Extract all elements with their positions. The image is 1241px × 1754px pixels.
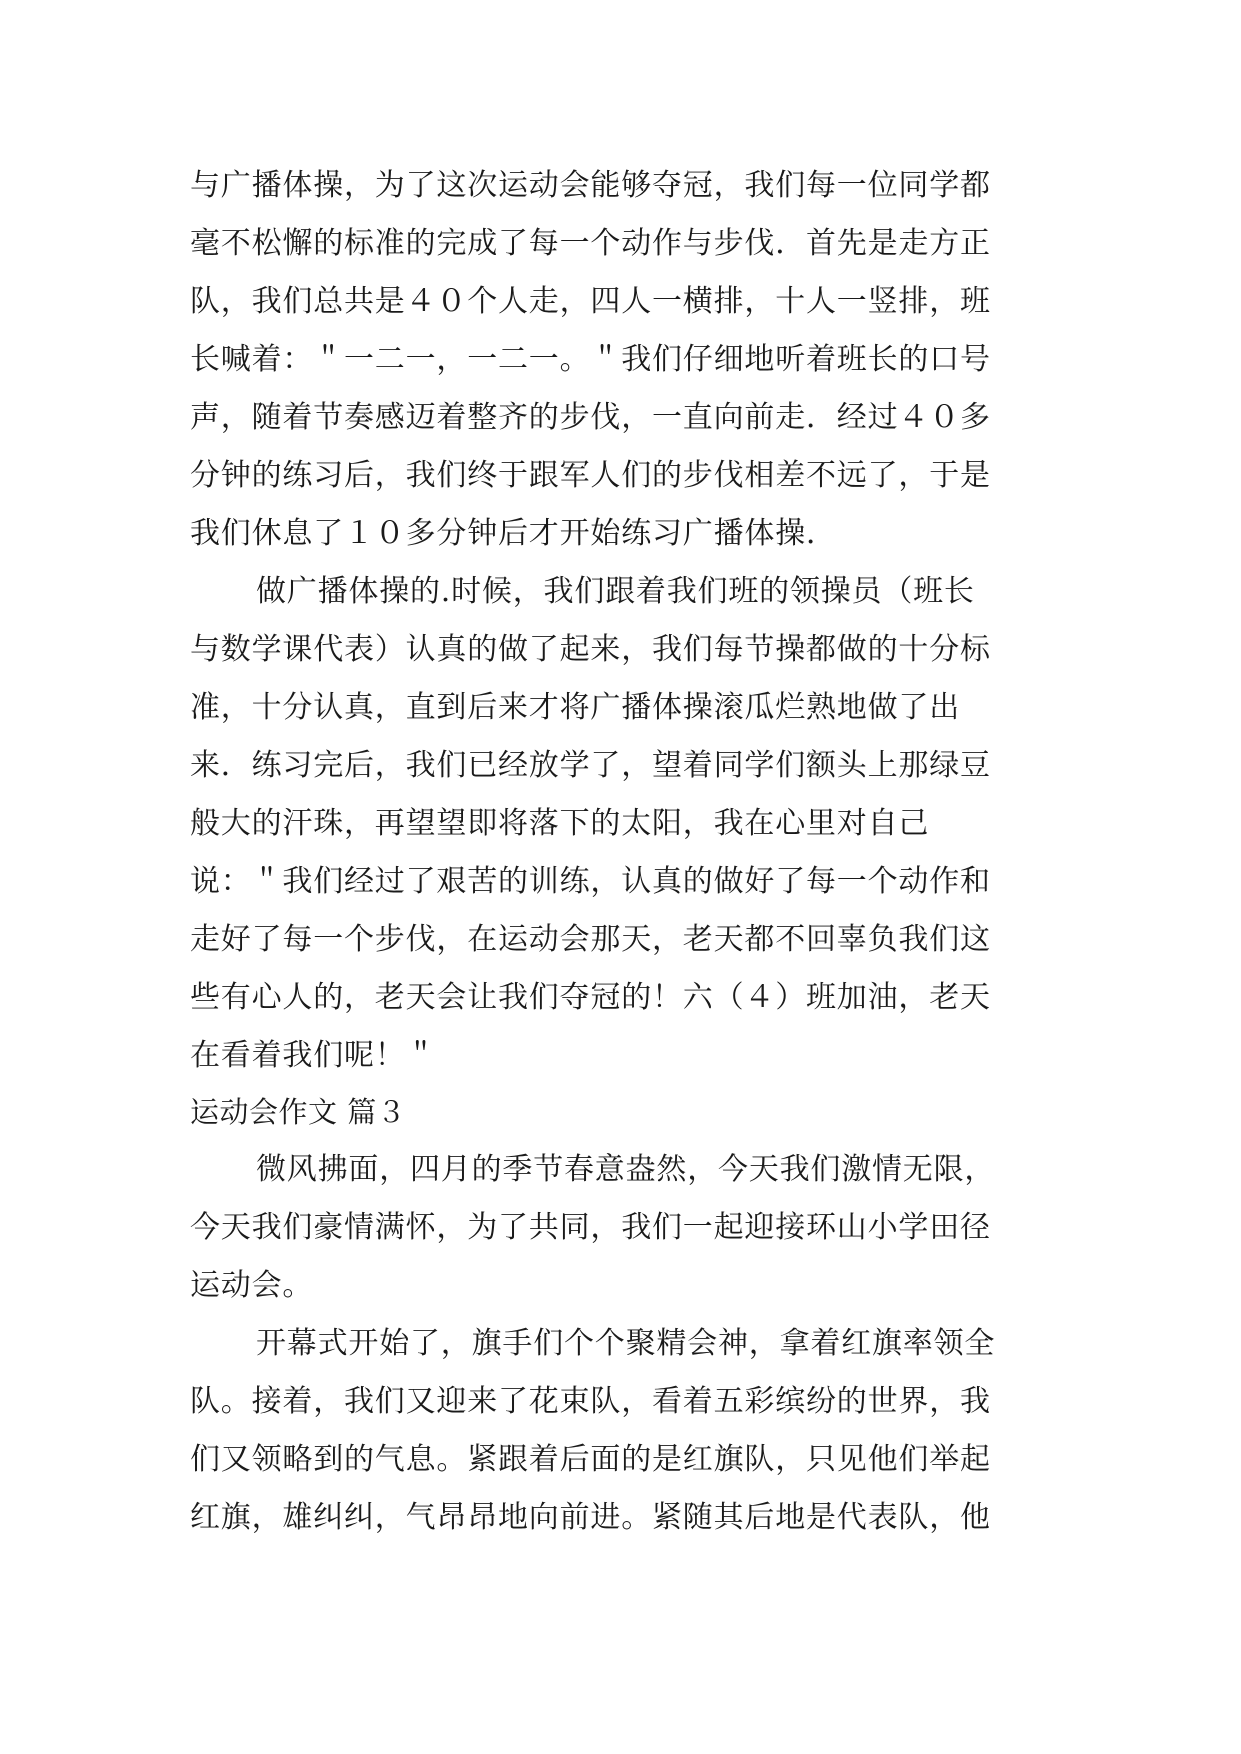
paragraph-2-line-8: 些有心人的，老天会让我们夺冠的！六（４）班加油，老天 xyxy=(190,980,991,1015)
section-heading: 运动会作文 篇３ xyxy=(190,1095,407,1129)
paragraph-2-line-7: 走好了每一个步伐，在运动会那天，老天都不回辜负我们这 xyxy=(190,922,991,957)
paragraph-4-line-3: 们又领略到的气息。紧跟着后面的是红旗队，只见他们举起 xyxy=(190,1442,991,1477)
paragraph-3-line-3: 运动会。 xyxy=(190,1268,314,1303)
paragraph-1-line-4: 长喊着：＂一二一，一二一。＂我们仔细地听着班长的口号 xyxy=(190,342,991,377)
paragraph-2-line-6: 说：＂我们经过了艰苦的训练，认真的做好了每一个动作和 xyxy=(190,864,991,899)
paragraph-2-line-1: 做广播体操的.时候，我们跟着我们班的领操员（班长 xyxy=(256,574,975,609)
paragraph-1-line-7: 我们休息了１０多分钟后才开始练习广播体操． xyxy=(190,516,837,551)
paragraph-2-line-5: 般大的汗珠，再望望即将落下的太阳，我在心里对自己 xyxy=(190,806,930,841)
paragraph-2-line-2: 与数学课代表）认真的做了起来，我们每节操都做的十分标 xyxy=(190,632,991,667)
paragraph-1-line-3: 队，我们总共是４０个人走，四人一横排，十人一竖排，班 xyxy=(190,284,991,319)
paragraph-4-line-4: 红旗，雄纠纠，气昂昂地向前进。紧随其后地是代表队，他 xyxy=(190,1500,991,1535)
paragraph-1-line-1: 与广播体操，为了这次运动会能够夺冠，我们每一位同学都 xyxy=(190,168,991,203)
paragraph-1-line-2: 毫不松懈的标准的完成了每一个动作与步伐．首先是走方正 xyxy=(190,226,991,261)
paragraph-1-line-5: 声，随着节奏感迈着整齐的步伐，一直向前走．经过４０多 xyxy=(190,400,991,435)
paragraph-1-line-6: 分钟的练习后，我们终于跟军人们的步伐相差不远了，于是 xyxy=(190,458,991,493)
paragraph-4-line-1: 开幕式开始了，旗手们个个聚精会神，拿着红旗率领全 xyxy=(256,1326,996,1361)
paragraph-3-line-1: 微风拂面，四月的季节春意盎然，今天我们激情无限， xyxy=(256,1152,996,1187)
paragraph-4-line-2: 队。接着，我们又迎来了花束队，看着五彩缤纷的世界，我 xyxy=(190,1384,991,1419)
paragraph-3-line-2: 今天我们豪情满怀，为了共同，我们一起迎接环山小学田径 xyxy=(190,1210,991,1245)
paragraph-2-line-4: 来．练习完后，我们已经放学了，望着同学们额头上那绿豆 xyxy=(190,748,991,783)
paragraph-2-line-9: 在看着我们呢！＂ xyxy=(190,1038,437,1073)
paragraph-2-line-3: 准，十分认真，直到后来才将广播体操滚瓜烂熟地做了出 xyxy=(190,690,960,725)
